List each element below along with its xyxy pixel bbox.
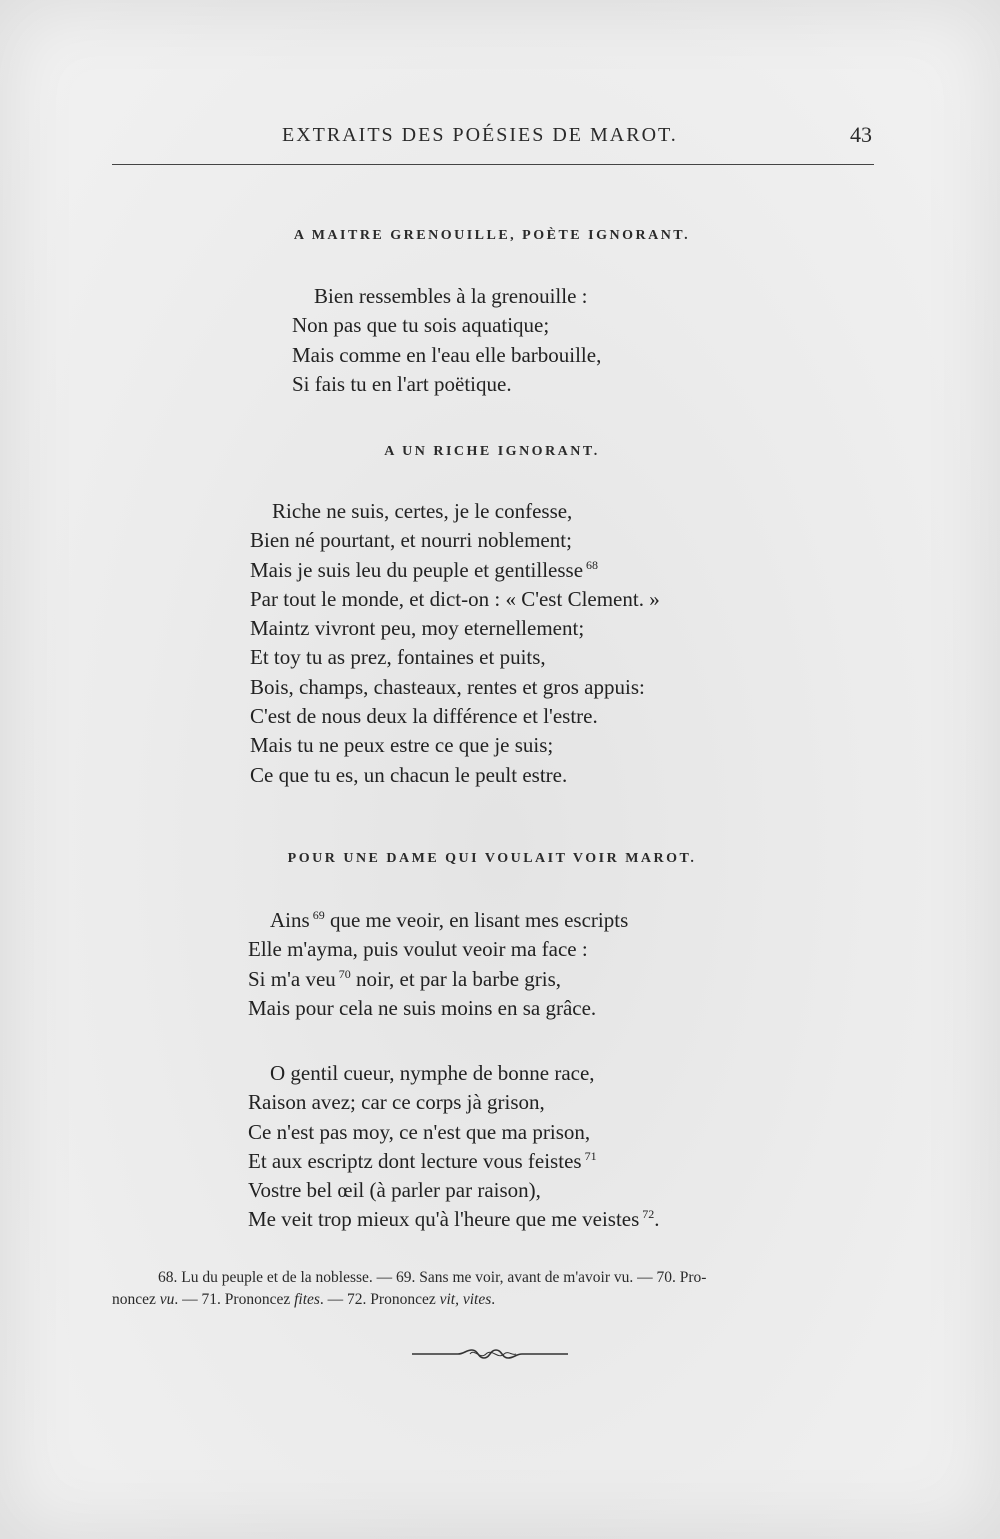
verse-line: Mais tu ne peux estre ce que je suis;: [250, 733, 554, 758]
verse-line: [248, 906, 628, 935]
footnote-line-2: [112, 1289, 874, 1311]
poem-title-riche: A UN RICHE IGNORANT.: [384, 444, 600, 459]
verse-line: O gentil cueur, nymphe de bonne race,: [270, 1061, 595, 1085]
verse-text: Et aux escriptz dont lecture vous feistes: [248, 1148, 582, 1173]
verse-line: Bien né pourtant, et nourri noblement;: [250, 528, 572, 553]
verse-line: Ce que tu es, un chacun le peult estre.: [250, 762, 568, 787]
verse-line: Maintz vivront peu, moy eternellement;: [250, 616, 585, 641]
verse-line: [248, 1205, 660, 1234]
verse-line: Ce n'est pas moy, ce n'est que ma prison,: [248, 1119, 591, 1144]
verse-line: Riche ne suis, certes, je le confesse,: [272, 499, 573, 523]
verse-line: Par tout le monde, et dict-on : « C'est Clement. »: [250, 586, 660, 611]
verse-line: C'est de nous deux la différence et l'estre.: [250, 704, 598, 729]
footnote-ref-68: 68: [586, 557, 599, 572]
verse-text: Ains: [270, 908, 310, 932]
footnote-italic: fites: [294, 1291, 320, 1308]
footnote-ref-71: 71: [584, 1148, 597, 1163]
footnotes: [112, 1267, 874, 1311]
verse-line: Et toy tu as prez, fontaines et puits,: [250, 645, 546, 670]
running-title: EXTRAITS DES POÉSIES DE MAROT.: [282, 124, 678, 146]
verse-line: Raison avez; car ce corps jà grison,: [248, 1090, 545, 1115]
verse-line: Vostre bel œil (à parler par raison),: [248, 1178, 541, 1203]
poem-dame-stanza-2: [248, 1059, 660, 1235]
footnote-text: noncez: [112, 1291, 160, 1308]
verse-line: Non pas que tu sois aquatique;: [292, 313, 550, 338]
footnote-italic: vu: [159, 1291, 175, 1308]
footnote-text: . — 71. Prononcez: [174, 1291, 295, 1308]
footnote-ref-72: 72: [642, 1207, 655, 1222]
tailpiece-flourish-icon: [410, 1346, 570, 1362]
verse-text: noir, et par la barbe gris,: [356, 966, 562, 991]
verse-text: Mais je suis leu du peuple et gentillesse: [250, 557, 584, 582]
poem-title-dame: POUR UNE DAME QUI VOULAIT VOIR MAROT.: [287, 851, 697, 866]
verse-text: Si m'a veu: [248, 966, 336, 991]
footnote-ref-70: 70: [338, 966, 351, 981]
verse-line: [250, 556, 660, 585]
verse-line: Elle m'ayma, puis voulut veoir ma face :: [248, 937, 588, 962]
footnote-italic: vit, vites: [439, 1291, 492, 1308]
verse-text: que me veoir, en lisant mes escripts: [329, 908, 629, 932]
poem-title-grenouille: A MAITRE GRENOUILLE, POÈTE IGNORANT.: [293, 228, 691, 243]
header-rule: [112, 164, 874, 165]
footnote-ref-69: 69: [312, 908, 325, 922]
poem-dame-stanza-1: [248, 906, 628, 1023]
verse-line: [248, 1147, 660, 1176]
verse-line: Si fais tu en l'art poëtique.: [292, 371, 512, 396]
footnote-text: .: [491, 1291, 496, 1308]
verse-line: [248, 965, 628, 994]
footnote-line-1: 68. Lu du peuple et de la noblesse. — 69. Sans me voir, avant de m'avoir vu. — 70. Pro-: [158, 1269, 707, 1286]
poem-riche-stanza: [250, 497, 660, 790]
running-header: [112, 118, 872, 158]
poem-grenouille-stanza: [292, 282, 601, 399]
verse-line: Mais comme en l'eau elle barbouille,: [292, 342, 602, 367]
verse-line: Bois, champs, chasteaux, rentes et gros appuis:: [250, 674, 645, 699]
page-number: 43: [850, 122, 872, 147]
verse-line: Mais pour cela ne suis moins en sa grâce.: [248, 995, 597, 1020]
verse-end-punct: .: [654, 1207, 660, 1232]
footnote-text: . — 72. Prononcez: [319, 1291, 440, 1308]
verse-line: Bien ressembles à la grenouille :: [314, 284, 588, 308]
verse-text: Me veit trop mieux qu'à l'heure que me veistes: [248, 1207, 640, 1232]
